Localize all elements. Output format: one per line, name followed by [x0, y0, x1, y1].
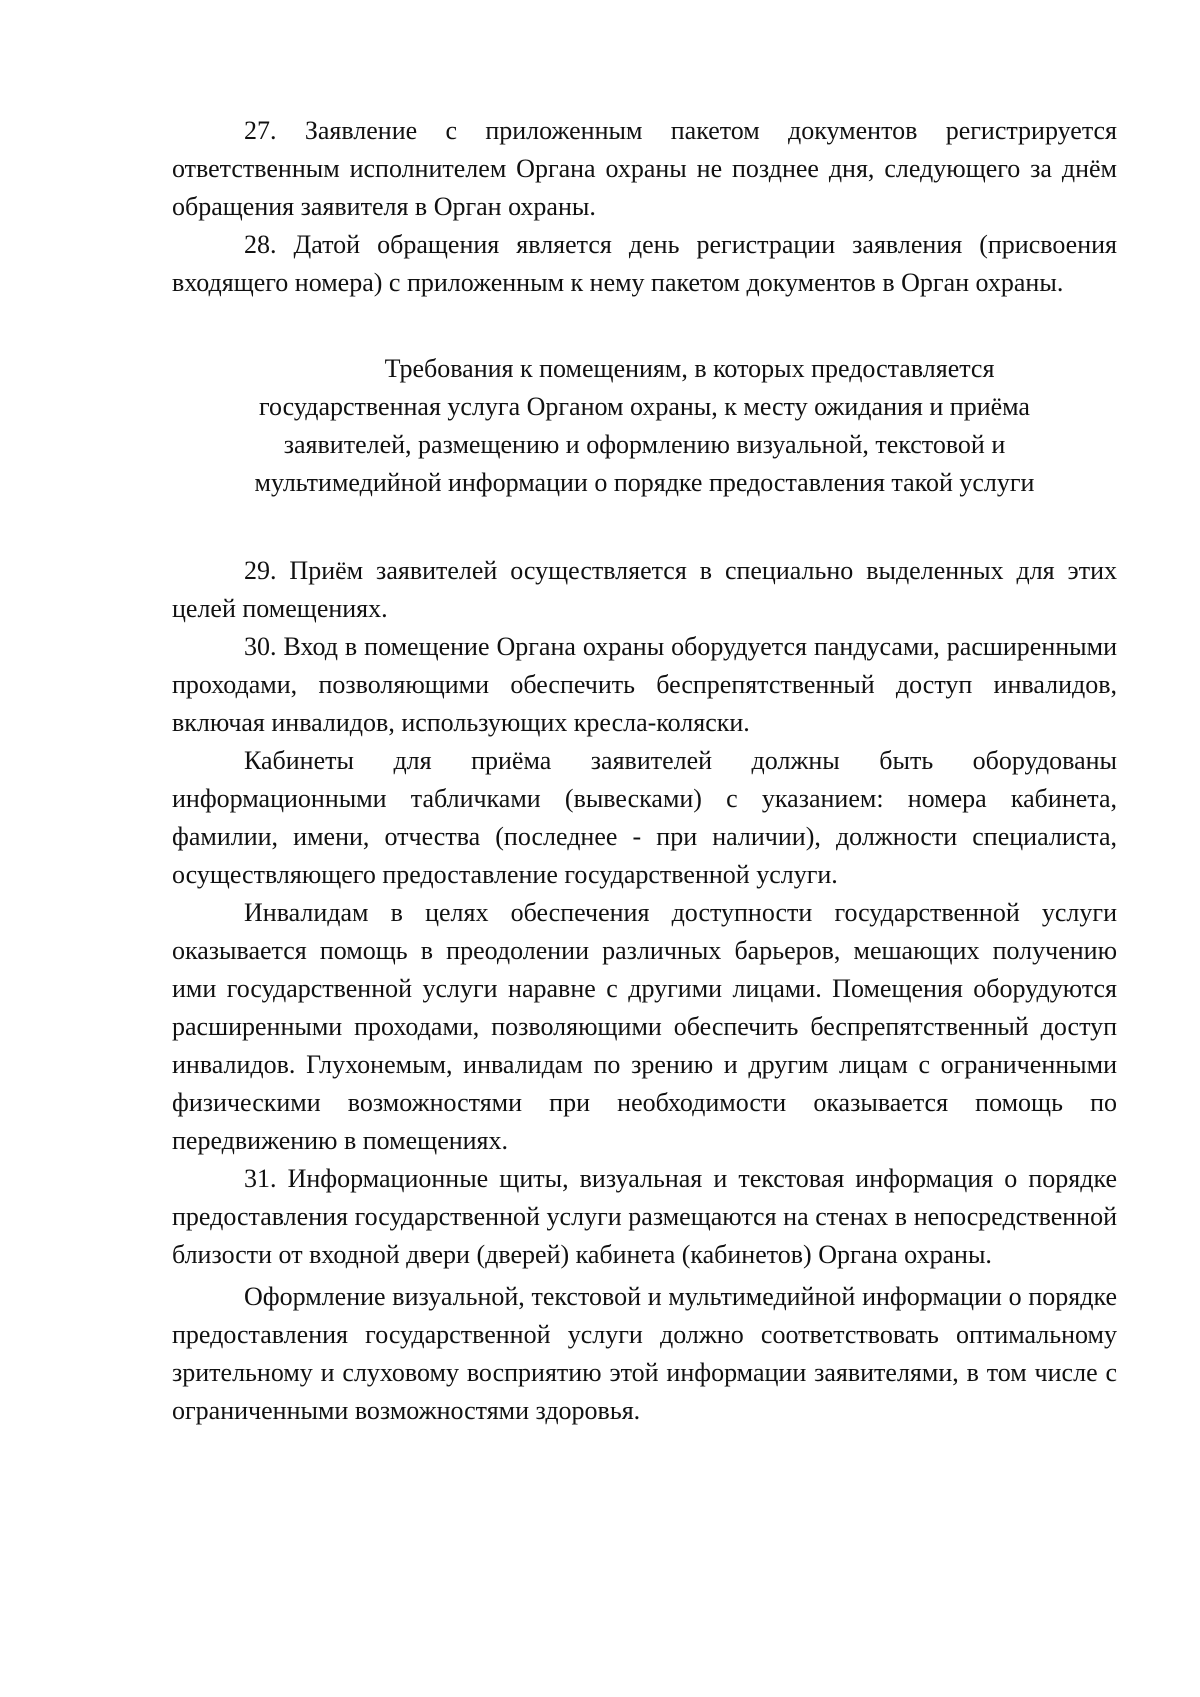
section-heading: [172, 350, 1117, 502]
paragraph-29: 29. Приём заявителей осуществляется в специально выделенных для этих целей помещениях.: [172, 556, 1117, 623]
paragraph-28: 28. Датой обращения является день регистрации заявления (присвоения входящего номера) с приложенным к нему пакетом документов в Орган охраны.: [172, 230, 1117, 297]
paragraph-31: 31. Информационные щиты, визуальная и текстовая информация о порядке предоставления государственной услуги размещаются на стенах в непосредственной близости от входной двери (дверей) кабинета (кабинетов) Органа охраны.: [172, 1164, 1117, 1269]
paragraph-30-cabinets: Кабинеты для приёма заявителей должны быть оборудованы информационными табличками (вывесками) с указанием: номера кабинета, фамилии, имени, отчества (последнее - при наличии), должности специалиста, осуществляющего предоставление государственной услуги.: [172, 746, 1117, 889]
paragraph-31-design: Оформление визуальной, текстовой и мультимедийной информации о порядке предоставления государственной услуги должно соответствовать оптимальному зрительному и слуховому восприятию этой информации заявителями, в том числе с ограниченными возможностями здоровья.: [172, 1282, 1117, 1425]
paragraph-27: 27. Заявление с приложенным пакетом документов регистрируется ответственным исполнителем Органа охраны не позднее дня, следующего за днём обращения заявителя в Орган охраны.: [172, 116, 1117, 221]
paragraph-30-disabled-access: Инвалидам в целях обеспечения доступности государственной услуги оказывается помощь в преодолении различных барьеров, мешающих получению ими государственной услуги наравне с другими лицами. Помещения оборудуются расширенными проходами, позволяющими обеспечить беспрепятственный доступ инвалидов. Глухонемым, инвалидам по зрению и другим лицам с ограниченными физическими возможностями при необходимости оказывается помощь по передвижению в помещениях.: [172, 898, 1117, 1155]
paragraph-30: 30. Вход в помещение Органа охраны оборудуется пандусами, расширенными проходами, позволяющими обеспечить беспрепятственный доступ инвалидов, включая инвалидов, использующих кресла-коляски.: [172, 632, 1117, 737]
document-page: [172, 112, 1117, 1430]
section-heading-rest: государственная услуга Органом охраны, к месту ожидания и приёма заявителей, размещению и оформлению визуальной, текстовой и мультимедийной информации о порядке предоставления такой услуги: [254, 392, 1035, 497]
section-heading-line1: Требования к помещениям, в которых предоставляется: [384, 354, 995, 383]
